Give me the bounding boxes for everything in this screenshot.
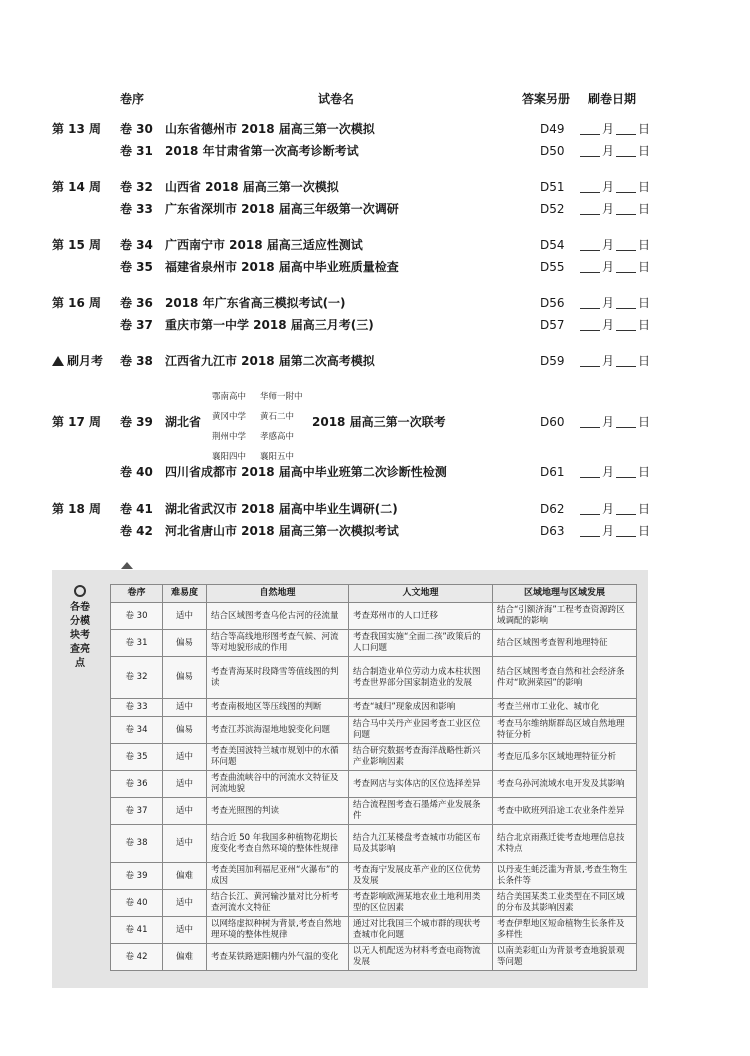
paper-number: 卷 30 xyxy=(120,122,153,136)
month-label: 月 xyxy=(602,354,615,368)
regional-geo-cell: 结合北京雨燕迁徙考查地理信息技术特点 xyxy=(493,825,637,863)
physical-geo-cell: 结合长江、黄河输沙量对比分析考查河流水文特征 xyxy=(207,890,349,917)
month-label: 月 xyxy=(602,296,615,310)
table-row xyxy=(111,917,637,944)
paper-title: 江西省九江市 2018 届第二次高考模拟 xyxy=(165,354,375,368)
regional-geo-cell: 结合美国某类工业类型在不同区域的分布及其影响因素 xyxy=(493,890,637,917)
paper-title: 河北省唐山市 2018 届高三第一次模拟考试 xyxy=(165,524,399,538)
table-row xyxy=(111,944,637,971)
answer-page: D60 xyxy=(540,415,565,429)
difficulty-cell: 偏难 xyxy=(163,944,207,971)
week-label: 第 18 周 xyxy=(52,502,102,516)
month-blank[interactable] xyxy=(580,524,600,537)
school-name: 鄂南高中 xyxy=(212,392,247,402)
module-table xyxy=(110,584,637,971)
month-label: 月 xyxy=(602,524,615,538)
schedule-row xyxy=(0,462,750,482)
paper-no-cell: 卷 34 xyxy=(111,717,163,744)
table-row xyxy=(111,699,637,717)
week-label: 第 15 周 xyxy=(52,238,102,252)
paper-number: 卷 42 xyxy=(120,524,153,538)
paper-title: 广东省深圳市 2018 届高三年级第一次调研 xyxy=(165,202,399,216)
day-blank[interactable] xyxy=(616,180,636,193)
paper-title: 2018 年广东省高三模拟考试(一) xyxy=(165,296,346,310)
schedule-row xyxy=(0,315,750,335)
schedule-row xyxy=(0,412,750,432)
day-blank[interactable] xyxy=(616,502,636,515)
difficulty-cell: 偏易 xyxy=(163,717,207,744)
physical-geo-cell: 考查光照图的判读 xyxy=(207,798,349,825)
header-paper-name: 试卷名 xyxy=(318,92,355,106)
month-label: 月 xyxy=(602,465,615,479)
paper-number: 卷 31 xyxy=(120,144,153,158)
paper-number: 卷 35 xyxy=(120,260,153,274)
col-difficulty: 难易度 xyxy=(163,585,207,603)
schedule-row xyxy=(0,119,750,139)
col-physical-geo: 自然地理 xyxy=(207,585,349,603)
triangle-logo-icon xyxy=(52,356,64,366)
day-blank[interactable] xyxy=(616,524,636,537)
schedule-row xyxy=(0,293,750,313)
answer-page: D63 xyxy=(540,524,565,538)
day-label: 日 xyxy=(638,180,651,194)
regional-geo-cell: 结合区域图考查自然和社会经济条件对“欧洲菜园”的影响 xyxy=(493,657,637,699)
answer-page: D59 xyxy=(540,354,565,368)
paper-no-cell: 卷 37 xyxy=(111,798,163,825)
table-row xyxy=(111,603,637,630)
paper-title: 湖北省武汉市 2018 届高中毕业生调研(二) xyxy=(165,502,398,516)
regional-geo-cell: 以丹麦生蚝泛滥为背景,考查生物生长条件等 xyxy=(493,863,637,890)
paper-number: 卷 34 xyxy=(120,238,153,252)
schedule-row xyxy=(0,141,750,161)
day-label: 日 xyxy=(638,354,651,368)
physical-geo-cell: 考查美国加利福尼亚州“火瀑布”的成因 xyxy=(207,863,349,890)
difficulty-cell: 偏难 xyxy=(163,863,207,890)
day-blank[interactable] xyxy=(616,238,636,251)
human-geo-cell: 结合研究数据考查海洋战略性新兴产业影响因素 xyxy=(349,744,493,771)
month-blank[interactable] xyxy=(580,465,600,478)
table-row xyxy=(111,771,637,798)
day-blank[interactable] xyxy=(616,260,636,273)
day-label: 日 xyxy=(638,122,651,136)
physical-geo-cell: 考查青海某时段降雪等值线图的判读 xyxy=(207,657,349,699)
paper-title-suffix: 2018 届高三第一次联考 xyxy=(312,415,446,429)
physical-geo-cell: 以网络虚拟种树为背景,考查自然地理环境的整体性规律 xyxy=(207,917,349,944)
paper-title: 2018 年甘肃省第一次高考诊断考试 xyxy=(165,144,359,158)
answer-page: D52 xyxy=(540,202,565,216)
week-label: 第 16 周 xyxy=(52,296,102,310)
physical-geo-cell: 结合等高线地形图考查气候、河流等对地貌形成的作用 xyxy=(207,630,349,657)
month-label: 月 xyxy=(602,180,615,194)
compass-icon xyxy=(74,585,86,597)
regional-geo-cell: 以南美彩虹山为背景考查地貌景观等问题 xyxy=(493,944,637,971)
month-blank[interactable] xyxy=(580,296,600,309)
month-blank[interactable] xyxy=(580,415,600,428)
difficulty-cell: 适中 xyxy=(163,603,207,630)
regional-geo-cell: 考查厄瓜多尔区域地理特征分析 xyxy=(493,744,637,771)
month-blank[interactable] xyxy=(580,502,600,515)
side-title-text: 各卷分模块考查亮点 xyxy=(70,602,90,669)
month-blank[interactable] xyxy=(580,122,600,135)
date-fill-field[interactable] xyxy=(580,141,652,161)
week-label: 第 13 周 xyxy=(52,122,102,136)
school-name: 黄冈中学 xyxy=(212,412,247,422)
month-blank[interactable] xyxy=(580,354,600,367)
header-answer: 答案另册 xyxy=(522,92,571,106)
col-human-geo: 人文地理 xyxy=(349,585,493,603)
paper-title: 广西南宁市 2018 届高三适应性测试 xyxy=(165,238,363,252)
day-label: 日 xyxy=(638,415,651,429)
regional-geo-cell: 考查伊犁地区短命植物生长条件及多样性 xyxy=(493,917,637,944)
difficulty-cell: 适中 xyxy=(163,825,207,863)
school-name: 黄石二中 xyxy=(260,412,295,422)
paper-title: 重庆市第一中学 2018 届高三月考(三) xyxy=(165,318,374,332)
col-regional-geo: 区域地理与区域发展 xyxy=(493,585,637,603)
paper-no-cell: 卷 38 xyxy=(111,825,163,863)
schedule-row xyxy=(0,499,750,519)
physical-geo-cell: 结合近 50 年我国多种植物花期长度变化考查自然环境的整体性规律 xyxy=(207,825,349,863)
day-label: 日 xyxy=(638,318,651,332)
physical-geo-cell: 考查江苏滨海湿地地貌变化问题 xyxy=(207,717,349,744)
month-label: 月 xyxy=(602,260,615,274)
date-fill-field[interactable] xyxy=(580,315,652,335)
date-fill-field[interactable] xyxy=(580,499,652,519)
paper-no-cell: 卷 41 xyxy=(111,917,163,944)
paper-no-cell: 卷 36 xyxy=(111,771,163,798)
paper-title: 湖北省 xyxy=(165,415,202,429)
day-blank[interactable] xyxy=(616,415,636,428)
month-label: 月 xyxy=(602,238,615,252)
day-blank[interactable] xyxy=(616,354,636,367)
table-row xyxy=(111,630,637,657)
month-label: 月 xyxy=(602,202,615,216)
human-geo-cell: 考查影响欧洲某地农业土地利用类型的区位因素 xyxy=(349,890,493,917)
schedule-row xyxy=(0,177,750,197)
date-fill-field[interactable] xyxy=(580,257,652,277)
paper-no-cell: 卷 42 xyxy=(111,944,163,971)
day-label: 日 xyxy=(638,524,651,538)
physical-geo-cell: 考查美国波特兰城市规划中的水循环问题 xyxy=(207,744,349,771)
day-blank[interactable] xyxy=(616,465,636,478)
table-row xyxy=(111,657,637,699)
date-fill-field[interactable] xyxy=(580,119,652,139)
date-fill-field[interactable] xyxy=(580,351,652,371)
date-fill-field[interactable] xyxy=(580,199,652,219)
schedule-row xyxy=(0,351,750,371)
paper-number: 卷 33 xyxy=(120,202,153,216)
date-fill-field[interactable] xyxy=(580,293,652,313)
difficulty-cell: 适中 xyxy=(163,699,207,717)
regional-geo-cell: 考查兰州市工业化、城市化 xyxy=(493,699,637,717)
monthly-exam-label xyxy=(52,351,103,371)
header-paper-no: 卷序 xyxy=(120,92,145,106)
paper-no-cell: 卷 35 xyxy=(111,744,163,771)
month-blank[interactable] xyxy=(580,238,600,251)
month-label: 月 xyxy=(602,122,615,136)
table-row xyxy=(111,863,637,890)
day-blank[interactable] xyxy=(616,318,636,331)
difficulty-cell: 偏易 xyxy=(163,657,207,699)
school-name: 襄阳五中 xyxy=(260,452,295,462)
paper-no-cell: 卷 40 xyxy=(111,890,163,917)
human-geo-cell: 结合马中关丹产业园考查工业区位问题 xyxy=(349,717,493,744)
date-fill-field[interactable] xyxy=(580,177,652,197)
difficulty-cell: 适中 xyxy=(163,744,207,771)
human-geo-cell: 结合流程图考查石墨烯产业发展条件 xyxy=(349,798,493,825)
physical-geo-cell: 结合区域图考查乌伦古河的径流量 xyxy=(207,603,349,630)
physical-geo-cell: 考查南极地区等压线图的判断 xyxy=(207,699,349,717)
table-row xyxy=(111,798,637,825)
day-blank[interactable] xyxy=(616,296,636,309)
paper-no-cell: 卷 39 xyxy=(111,863,163,890)
schedule-row xyxy=(0,235,750,255)
col-paper-no: 卷序 xyxy=(111,585,163,603)
answer-page: D62 xyxy=(540,502,565,516)
difficulty-cell: 适中 xyxy=(163,798,207,825)
date-fill-field[interactable] xyxy=(580,235,652,255)
regional-geo-cell: 结合区域图考查智利地理特征 xyxy=(493,630,637,657)
month-label: 月 xyxy=(602,502,615,516)
school-name: 襄阳四中 xyxy=(212,452,247,462)
monthly-exam-text: 刷月考 xyxy=(67,354,104,368)
paper-number: 卷 36 xyxy=(120,296,153,310)
answer-page: D56 xyxy=(540,296,565,310)
month-blank[interactable] xyxy=(580,260,600,273)
human-geo-cell: 考查海宁发展皮革产业的区位优势及发展 xyxy=(349,863,493,890)
human-geo-cell: 考查郑州市的人口迁移 xyxy=(349,603,493,630)
paper-no-cell: 卷 32 xyxy=(111,657,163,699)
day-label: 日 xyxy=(638,144,651,158)
school-name: 荆州中学 xyxy=(212,432,247,442)
month-blank[interactable] xyxy=(580,318,600,331)
school-name: 华师一附中 xyxy=(260,392,303,402)
day-label: 日 xyxy=(638,202,651,216)
month-blank[interactable] xyxy=(580,144,600,157)
answer-page: D54 xyxy=(540,238,565,252)
difficulty-cell: 适中 xyxy=(163,890,207,917)
table-row xyxy=(111,825,637,863)
answer-page: D55 xyxy=(540,260,565,274)
week-label: 第 17 周 xyxy=(52,415,102,429)
human-geo-cell: 考查网店与实体店的区位选择差异 xyxy=(349,771,493,798)
paper-title: 福建省泉州市 2018 届高中毕业班质量检查 xyxy=(165,260,399,274)
module-header-row xyxy=(111,585,637,603)
human-geo-cell: 结合制造业单位劳动力成本柱状图考查世界部分国家制造业的发展 xyxy=(349,657,493,699)
paper-no-cell: 卷 31 xyxy=(111,630,163,657)
answer-page: D51 xyxy=(540,180,565,194)
paper-number: 卷 38 xyxy=(120,354,153,368)
table-row xyxy=(111,744,637,771)
month-blank[interactable] xyxy=(580,202,600,215)
table-row xyxy=(111,890,637,917)
week-label: 第 14 周 xyxy=(52,180,102,194)
paper-number: 卷 37 xyxy=(120,318,153,332)
day-blank[interactable] xyxy=(616,122,636,135)
date-fill-field[interactable] xyxy=(580,521,652,541)
day-label: 日 xyxy=(638,238,651,252)
human-geo-cell: 考查我国实施“全面二孩”政策后的人口问题 xyxy=(349,630,493,657)
schedule-row xyxy=(0,199,750,219)
school-name: 孝感高中 xyxy=(260,432,295,442)
regional-geo-cell: 考查乌孙河流域水电开发及其影响 xyxy=(493,771,637,798)
day-blank[interactable] xyxy=(616,202,636,215)
paper-title: 四川省成都市 2018 届高中毕业班第二次诊断性检测 xyxy=(165,465,447,479)
difficulty-cell: 适中 xyxy=(163,771,207,798)
day-label: 日 xyxy=(638,465,651,479)
paper-number: 卷 39 xyxy=(120,415,153,429)
human-geo-cell: 考查“城归”现象成因和影响 xyxy=(349,699,493,717)
regional-geo-cell: 结合“引额济海”工程考查资源跨区域调配的影响 xyxy=(493,603,637,630)
month-label: 月 xyxy=(602,318,615,332)
human-geo-cell: 结合九江某楼盘考查城市功能区布局及其影响 xyxy=(349,825,493,863)
joint-schools xyxy=(212,387,312,467)
month-label: 月 xyxy=(602,415,615,429)
human-geo-cell: 以无人机配送为材料考查电商物流发展 xyxy=(349,944,493,971)
day-label: 日 xyxy=(638,502,651,516)
day-label: 日 xyxy=(638,296,651,310)
difficulty-cell: 适中 xyxy=(163,917,207,944)
paper-title: 山西省 2018 届高三第一次模拟 xyxy=(165,180,339,194)
regional-geo-cell: 考查马尔维纳斯群岛区域自然地理特征分析 xyxy=(493,717,637,744)
answer-page: D57 xyxy=(540,318,565,332)
table-row xyxy=(111,717,637,744)
month-blank[interactable] xyxy=(580,180,600,193)
schedule-row xyxy=(0,521,750,541)
answer-page: D49 xyxy=(540,122,565,136)
physical-geo-cell: 考查某铁路遮阳棚内外气温的变化 xyxy=(207,944,349,971)
date-fill-field[interactable] xyxy=(580,412,652,432)
month-label: 月 xyxy=(602,144,615,158)
paper-no-cell: 卷 30 xyxy=(111,603,163,630)
human-geo-cell: 通过对比我国三个城市群的现状考查城市化问题 xyxy=(349,917,493,944)
paper-number: 卷 41 xyxy=(120,502,153,516)
paper-no-cell: 卷 33 xyxy=(111,699,163,717)
schedule-row xyxy=(0,257,750,277)
module-side-title xyxy=(70,585,90,671)
day-label: 日 xyxy=(638,260,651,274)
paper-title: 山东省德州市 2018 届高三第一次模拟 xyxy=(165,122,375,136)
difficulty-cell: 偏易 xyxy=(163,630,207,657)
header-date: 刷卷日期 xyxy=(588,92,637,106)
paper-number: 卷 32 xyxy=(120,180,153,194)
paper-number: 卷 40 xyxy=(120,465,153,479)
answer-page: D50 xyxy=(540,144,565,158)
answer-page: D61 xyxy=(540,465,565,479)
pointer-triangle-icon xyxy=(121,562,133,569)
physical-geo-cell: 考查曲流峡谷中的河流水文特征及河流地貌 xyxy=(207,771,349,798)
day-blank[interactable] xyxy=(616,144,636,157)
date-fill-field[interactable] xyxy=(580,462,652,482)
regional-geo-cell: 考查中欧班列沿途工农业条件差异 xyxy=(493,798,637,825)
